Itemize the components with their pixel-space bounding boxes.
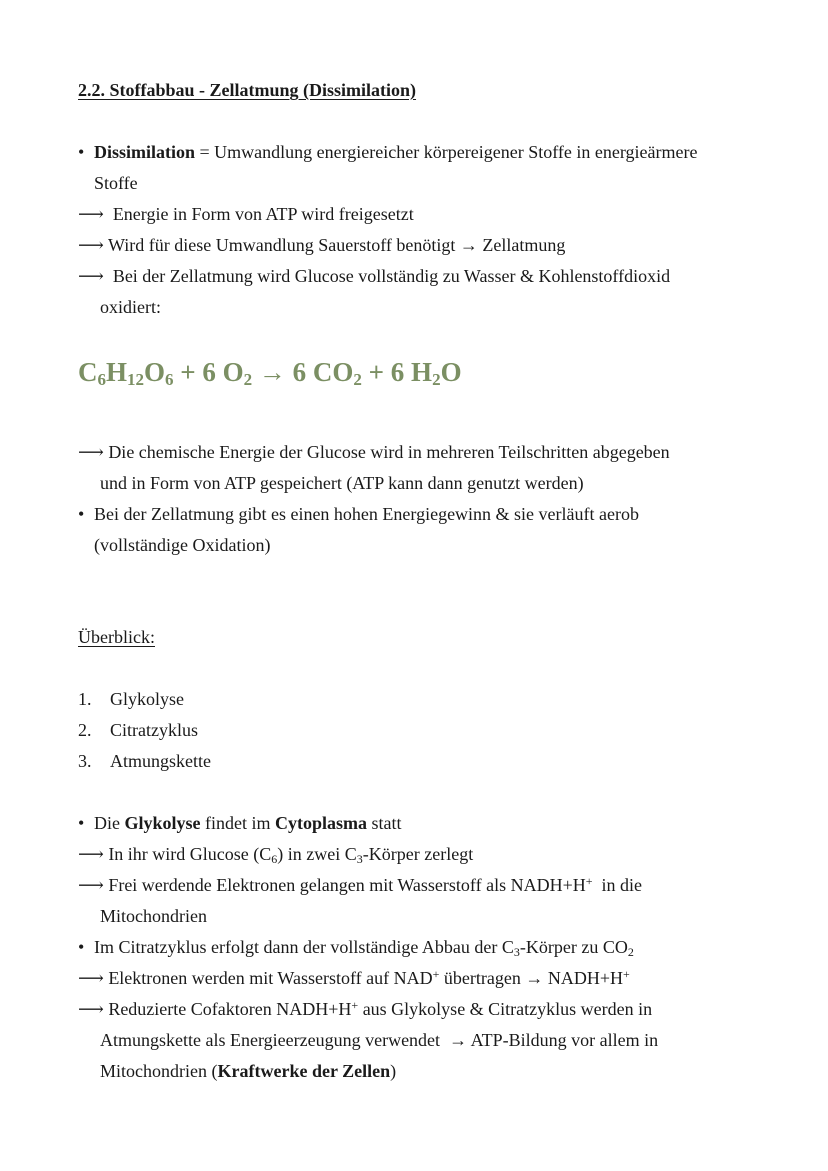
definition-cont: Stoffe	[94, 173, 138, 193]
energy-line-2: und in Form von ATP gespeichert (ATP kann dann genutzt werden)	[100, 473, 584, 493]
detail-electrons: ⟶ Frei werdende Elektronen gelangen mit Wasserstoff als NADH+H+ in die	[78, 874, 643, 895]
section-title: 2.2. Stoffabbau - Zellatmung (Dissimilation)	[78, 80, 417, 100]
arrow-right-icon: →	[459, 235, 478, 255]
bullet-icon: •	[78, 937, 85, 957]
overview-heading: Überblick:	[78, 627, 155, 647]
point-oxygen: ⟶ Wird für diese Umwandlung Sauerstoff benötigt → Zellatmung	[78, 235, 566, 255]
arrow-right-icon: ⟶	[78, 844, 104, 864]
point-atp: ⟶ Energie in Form von ATP wird freigesetzt	[78, 204, 414, 224]
definition-text: = Umwandlung energiereicher körpereigener Stoffe in energieärmere	[195, 142, 698, 162]
detail-reduced-cofactors: ⟶ Reduzierte Cofaktoren NADH+H+ aus Glykolyse & Citratzyklus werden in	[78, 998, 653, 1019]
point-glucose: ⟶ Bei der Zellatmung wird Glucose vollständig zu Wasser & Kohlenstoffdioxid	[78, 266, 671, 286]
detail-glykolyse: • Die Glykolyse findet im Cytoplasma statt	[78, 813, 402, 833]
energy-line-3: • Bei der Zellatmung gibt es einen hohen Energiegewinn & sie verläuft aerob	[78, 504, 639, 524]
energy-line-4: (vollständige Oxidation)	[94, 535, 271, 555]
detail-reduced-cofactors-line2: Atmungskette als Energieerzeugung verwendet → ATP-Bildung vor allem in	[100, 1030, 659, 1050]
arrow-right-icon: ⟶	[78, 968, 104, 988]
detail-citratzyklus: • Im Citratzyklus erfolgt dann der vollständige Abbau der $C_3$-Körper zu $CO_2$	[78, 937, 634, 959]
arrow-right-icon: →	[449, 1030, 468, 1050]
point-glucose-cont: oxidiert:	[100, 297, 161, 317]
overview-item-citratzyklus: 2. Citratzyklus	[78, 720, 198, 740]
detail-c6: ⟶ In ihr wird Glucose $(C_6)$ in zwei $C_3$-Körper zerlegt	[78, 844, 474, 866]
arrow-right-icon: ⟶	[78, 235, 104, 255]
arrow-right-icon: ⟶	[78, 204, 104, 224]
detail-reduced-cofactors-line3: Mitochondrien (Kraftwerke der Zellen)	[100, 1061, 397, 1081]
arrow-right-icon: ⟶	[78, 442, 104, 462]
bullet-icon: •	[78, 813, 85, 833]
respiration-formula: $C_6H_{12}O_6 + 6$ $O_2 \to 6$ $CO_2 + 6$ $H_2O$	[78, 357, 462, 389]
definition-line	[78, 140, 697, 164]
overview-item-glykolyse: 1. Glykolyse	[78, 689, 184, 709]
arrow-right-icon: →	[525, 968, 544, 988]
detail-nad: ⟶ Elektronen werden mit Wasserstoff auf NAD+ übertragen → NADH+H+	[78, 967, 630, 988]
bullet-icon: •	[78, 504, 85, 524]
energy-line-1: ⟶ Die chemische Energie der Glucose wird in mehreren Teilschritten abgegeben	[78, 442, 670, 462]
overview-item-atmungskette: 3. Atmungskette	[78, 751, 211, 771]
arrow-right-icon: ⟶	[78, 875, 104, 895]
bullet-icon: •	[78, 142, 85, 162]
term-dissimilation: Dissimilation	[94, 142, 196, 162]
detail-electrons-cont: Mitochondrien	[100, 906, 207, 926]
arrow-right-icon: ⟶	[78, 266, 104, 286]
arrow-right-icon: ⟶	[78, 999, 104, 1019]
